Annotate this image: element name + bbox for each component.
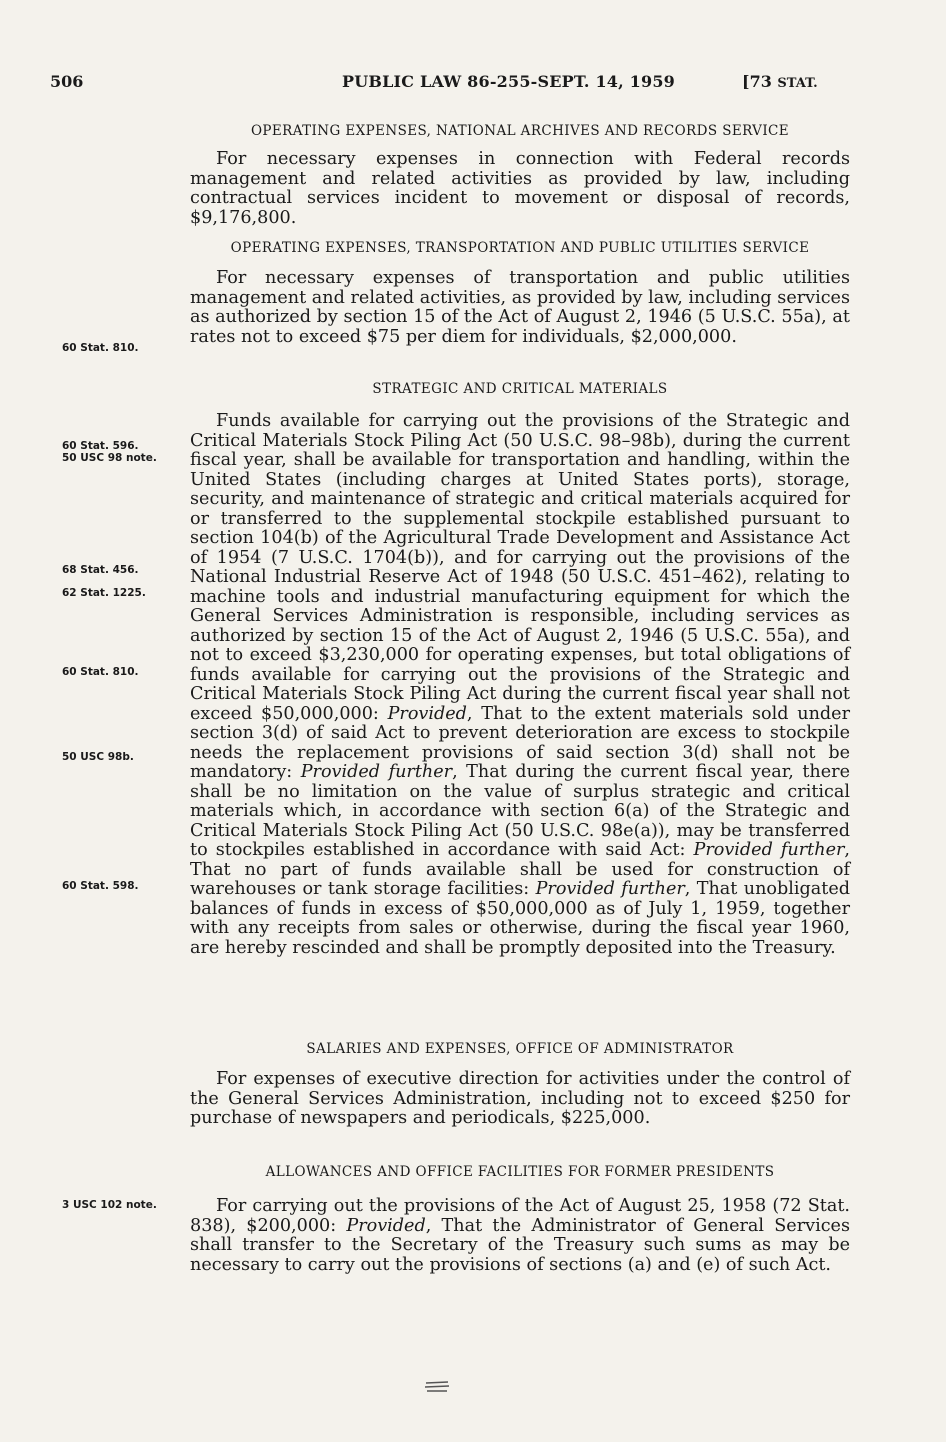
text-run: , That unobligated balances of funds in excess of $50,000,000 as of July 1, 1959, together with any receipts from sales or otherwise, during the fiscal year 1960, are hereby rescinded and shall be promptly deposited into the Treasury. [190, 879, 851, 958]
margin-note: 68 Stat. 456. [62, 564, 139, 576]
provided-further-italic: Provided further [693, 840, 845, 860]
margin-note: 62 Stat. 1225. [62, 587, 146, 599]
section-heading-strategic-materials: STRATEGIC AND CRITICAL MATERIALS [372, 381, 668, 397]
section-text-former-presidents [190, 1197, 850, 1275]
provided-further-italic: Provided further [535, 879, 685, 899]
text-run: , That to the extent materials sold under section 3(d) of said Act to prevent deterioration are excess to stockpile needs the replacement provisions of said section 3(d) shall not be mandatory: [190, 703, 850, 782]
margin-note: 50 USC 98 note. [62, 452, 157, 464]
text-run: , That the Administrator of General Services shall transfer to the Secretary of the Treasury such sums as may be necessary to carry out the provisions of sections (a) and (e) of such Act. [190, 1215, 850, 1275]
margin-note: 60 Stat. 598. [62, 880, 139, 892]
margin-note: 60 Stat. 810. [62, 666, 139, 678]
text-run: , That no part of funds available shall be used for construction of warehouses or tank storage facilities: [190, 840, 850, 899]
section-text-archives: For necessary expenses in connection with Federal records management and related activities as provided by law, including contractual services incident to movement or disposal of records, $9,176,800. [190, 149, 850, 228]
volume-prefix: [73 [742, 72, 778, 91]
section-heading-former-presidents: ALLOWANCES AND OFFICE FACILITIES FOR FORMER PRESIDENTS [265, 1164, 775, 1180]
page-number: 506 [50, 72, 84, 91]
section-heading-administrator: SALARIES AND EXPENSES, OFFICE OF ADMINISTRATOR [306, 1041, 734, 1057]
section-text-transportation: For necessary expenses of transportation and public utilities management and related activities, as provided by law, including services as authorized by section 15 of the Act of August 2, 1946 (5 U.S.C. 55a), at rates not to exceed $75 per diem for individuals, $2,000,000. [190, 268, 850, 347]
provided-italic: Provided [346, 1215, 426, 1236]
text-run: Funds available for carrying out the provisions of the Strategic and Critical Materials Stock Piling Act (50 U.S.C. 98–98b), during the current fiscal year, shall be available for transportation and handling, within the United States (including charges at United States ports), storage, security, and maintenance of strategic and critical materials acquired for or transferred to the supplemental stockpile established pursuant to section 104(b) of the Agricultural Trade Development and Assistance Act of 1954 (7 U.S.C. 1704(b)), and for carrying out the provisions of the National Industrial Reserve Act of 1948 (50 U.S.C. 451–462), relating to machine tools and industrial manufacturing equipment for which the General Services Administration is responsible, including services as authorized by section 15 of the Act of August 2, 1946 (5 U.S.C. 55a), and not to exceed $3,230,000 for operating expenses, but total obligations of funds available for carrying out the provisions of the Strategic and Critical Materials Stock Piling Act during the current fiscal year shall not exceed $50,000,000: [190, 411, 850, 724]
section-text-strategic-materials [190, 412, 850, 958]
section-heading-transportation: OPERATING EXPENSES, TRANSPORTATION AND PUBLIC UTILITIES SERVICE [230, 240, 810, 256]
volume-reference [742, 72, 818, 91]
provided-italic: Provided [387, 703, 467, 724]
margin-note: 60 Stat. 810. [62, 342, 139, 354]
text-run: , That during the current fiscal year, there shall be no limitation on the value of surplus strategic and critical materials which, in accordance with section 6(a) of the Strategic and Critical Materials Stock Piling Act (50 U.S.C. 98e(a)), may be transferred to stockpiles established in accordance with said Act: [190, 762, 850, 860]
text-run: For carrying out the provisions of the Act of August 25, 1958 (72 Stat. 838), $200,000: [190, 1196, 850, 1236]
margin-note: 60 Stat. 596. [62, 440, 139, 452]
margin-note: 3 USC 102 note. [62, 1199, 157, 1211]
margin-note: 50 USC 98b. [62, 751, 134, 763]
section-text-administrator: For expenses of executive direction for activities under the control of the General Services Administration, including not to exceed $250 for purchase of newspapers and periodicals, $225,000. [190, 1069, 850, 1128]
header-title: PUBLIC LAW 86-255-SEPT. 14, 1959 [342, 72, 676, 91]
provided-further-italic: Provided further [300, 762, 453, 782]
volume-suffix: STAT. [777, 76, 818, 91]
printer-mark-icon [424, 1380, 450, 1394]
running-header [50, 72, 850, 96]
section-heading-archives: OPERATING EXPENSES, NATIONAL ARCHIVES AND RECORDS SERVICE [250, 123, 790, 139]
